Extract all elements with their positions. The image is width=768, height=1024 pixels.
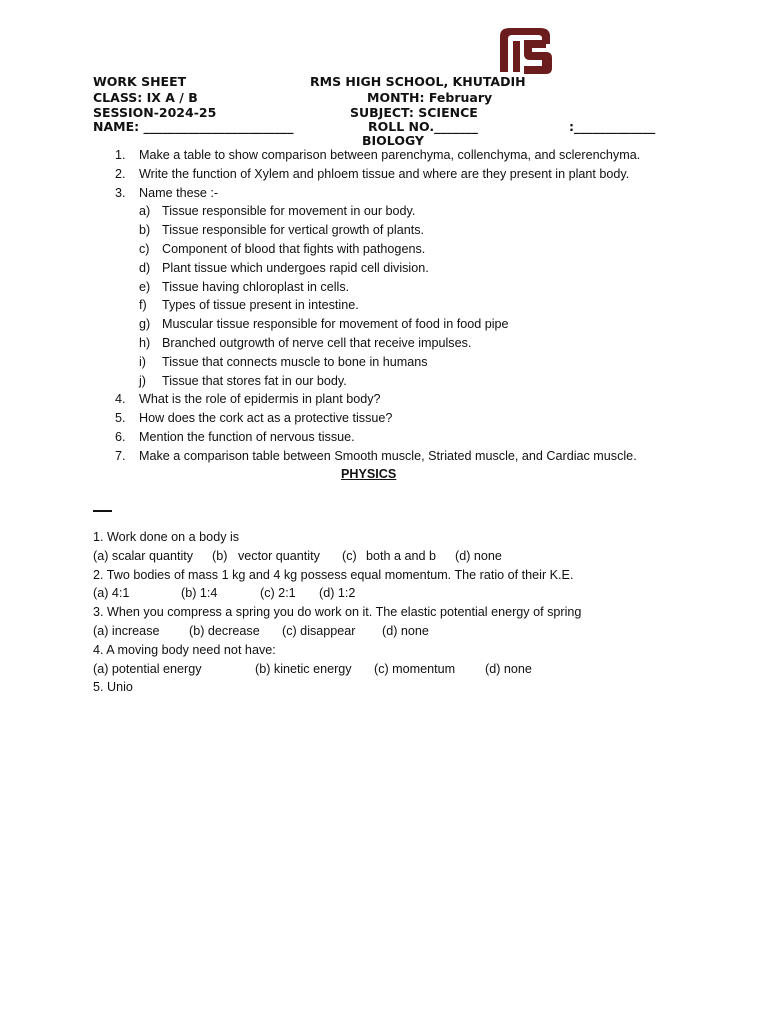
- physics-question-list: [93, 528, 713, 697]
- physics-question: 5. Unio: [93, 680, 133, 695]
- physics-question: 4. A moving body need not have:: [93, 642, 276, 657]
- school-logo: [496, 26, 554, 76]
- list-item: 7. Make a comparison table between Smooth muscle, Striated muscle, and Cardiac muscle.: [115, 448, 637, 463]
- list-item: c) Component of blood that fights with pathogens.: [139, 241, 426, 256]
- class-label: CLASS: IX A / B: [93, 90, 198, 105]
- month-label: MONTH: February: [367, 90, 493, 105]
- physics-question: 1. Work done on a body is: [93, 530, 240, 544]
- list-item: 5. How does the cork act as a protective tissue?: [115, 411, 393, 426]
- list-item: j) Tissue that stores fat in our body.: [139, 373, 347, 388]
- answer-options: (a) scalar quantity (b) vector quantity (c) both a and b (d) none: [93, 548, 502, 563]
- answer-options: (a) 4:1 (b) 1:4 (c) 2:1 (d) 1:2: [93, 586, 356, 601]
- answer-options: (a) increase (b) decrease (c) disappear (d) none: [93, 623, 429, 638]
- list-item: f) Types of tissue present in intestine.: [139, 298, 359, 313]
- roll-field: ROLL NO._______: [368, 119, 478, 134]
- list-item: g) Muscular tissue responsible for movement of food in food pipe: [139, 317, 509, 332]
- answer-options: (a) potential energy (b) kinetic energy (c) momentum (d) none: [93, 661, 532, 676]
- school-name: RMS HIGH SCHOOL, KHUTADIH: [310, 74, 526, 89]
- physics-heading: PHYSICS: [341, 467, 397, 481]
- list-item: i) Tissue that connects muscle to bone in humans: [139, 354, 428, 369]
- list-item: b) Tissue responsible for vertical growth of plants.: [139, 223, 425, 238]
- list-item: 6. Mention the function of nervous tissue.: [115, 429, 355, 444]
- list-item: 4. What is the role of epidermis in plant body?: [115, 392, 381, 407]
- short-rule: [93, 510, 112, 512]
- extra-field: :_____________: [569, 119, 656, 134]
- list-item: h) Branched outgrowth of nerve cell that receive impulses.: [139, 335, 472, 350]
- list-item: 3. Name these :-: [115, 185, 219, 200]
- list-item: 2. Write the function of Xylem and phloem tissue and where are they present in plant body.: [115, 166, 630, 181]
- list-item: d) Plant tissue which undergoes rapid cell division.: [139, 260, 429, 275]
- biology-heading: BIOLOGY: [362, 133, 424, 148]
- biology-question-list: [93, 146, 713, 466]
- physics-question: 2. Two bodies of mass 1 kg and 4 kg possess equal momentum. The ratio of their K.E.: [93, 567, 574, 582]
- worksheet-label: WORK SHEET: [93, 74, 187, 89]
- subject-label: SUBJECT: SCIENCE: [350, 105, 478, 120]
- physics-question: 3. When you compress a spring you do work on it. The elastic potential energy of spring: [93, 605, 582, 620]
- name-field: NAME: ________________________: [93, 119, 294, 134]
- list-item: 1. Make a table to show comparison between parenchyma, collenchyma, and sclerenchyma.: [115, 148, 641, 162]
- list-item: e) Tissue having chloroplast in cells.: [139, 279, 350, 294]
- session-label: SESSION-2024-25: [93, 105, 217, 120]
- list-item: a) Tissue responsible for movement in our body.: [139, 204, 416, 219]
